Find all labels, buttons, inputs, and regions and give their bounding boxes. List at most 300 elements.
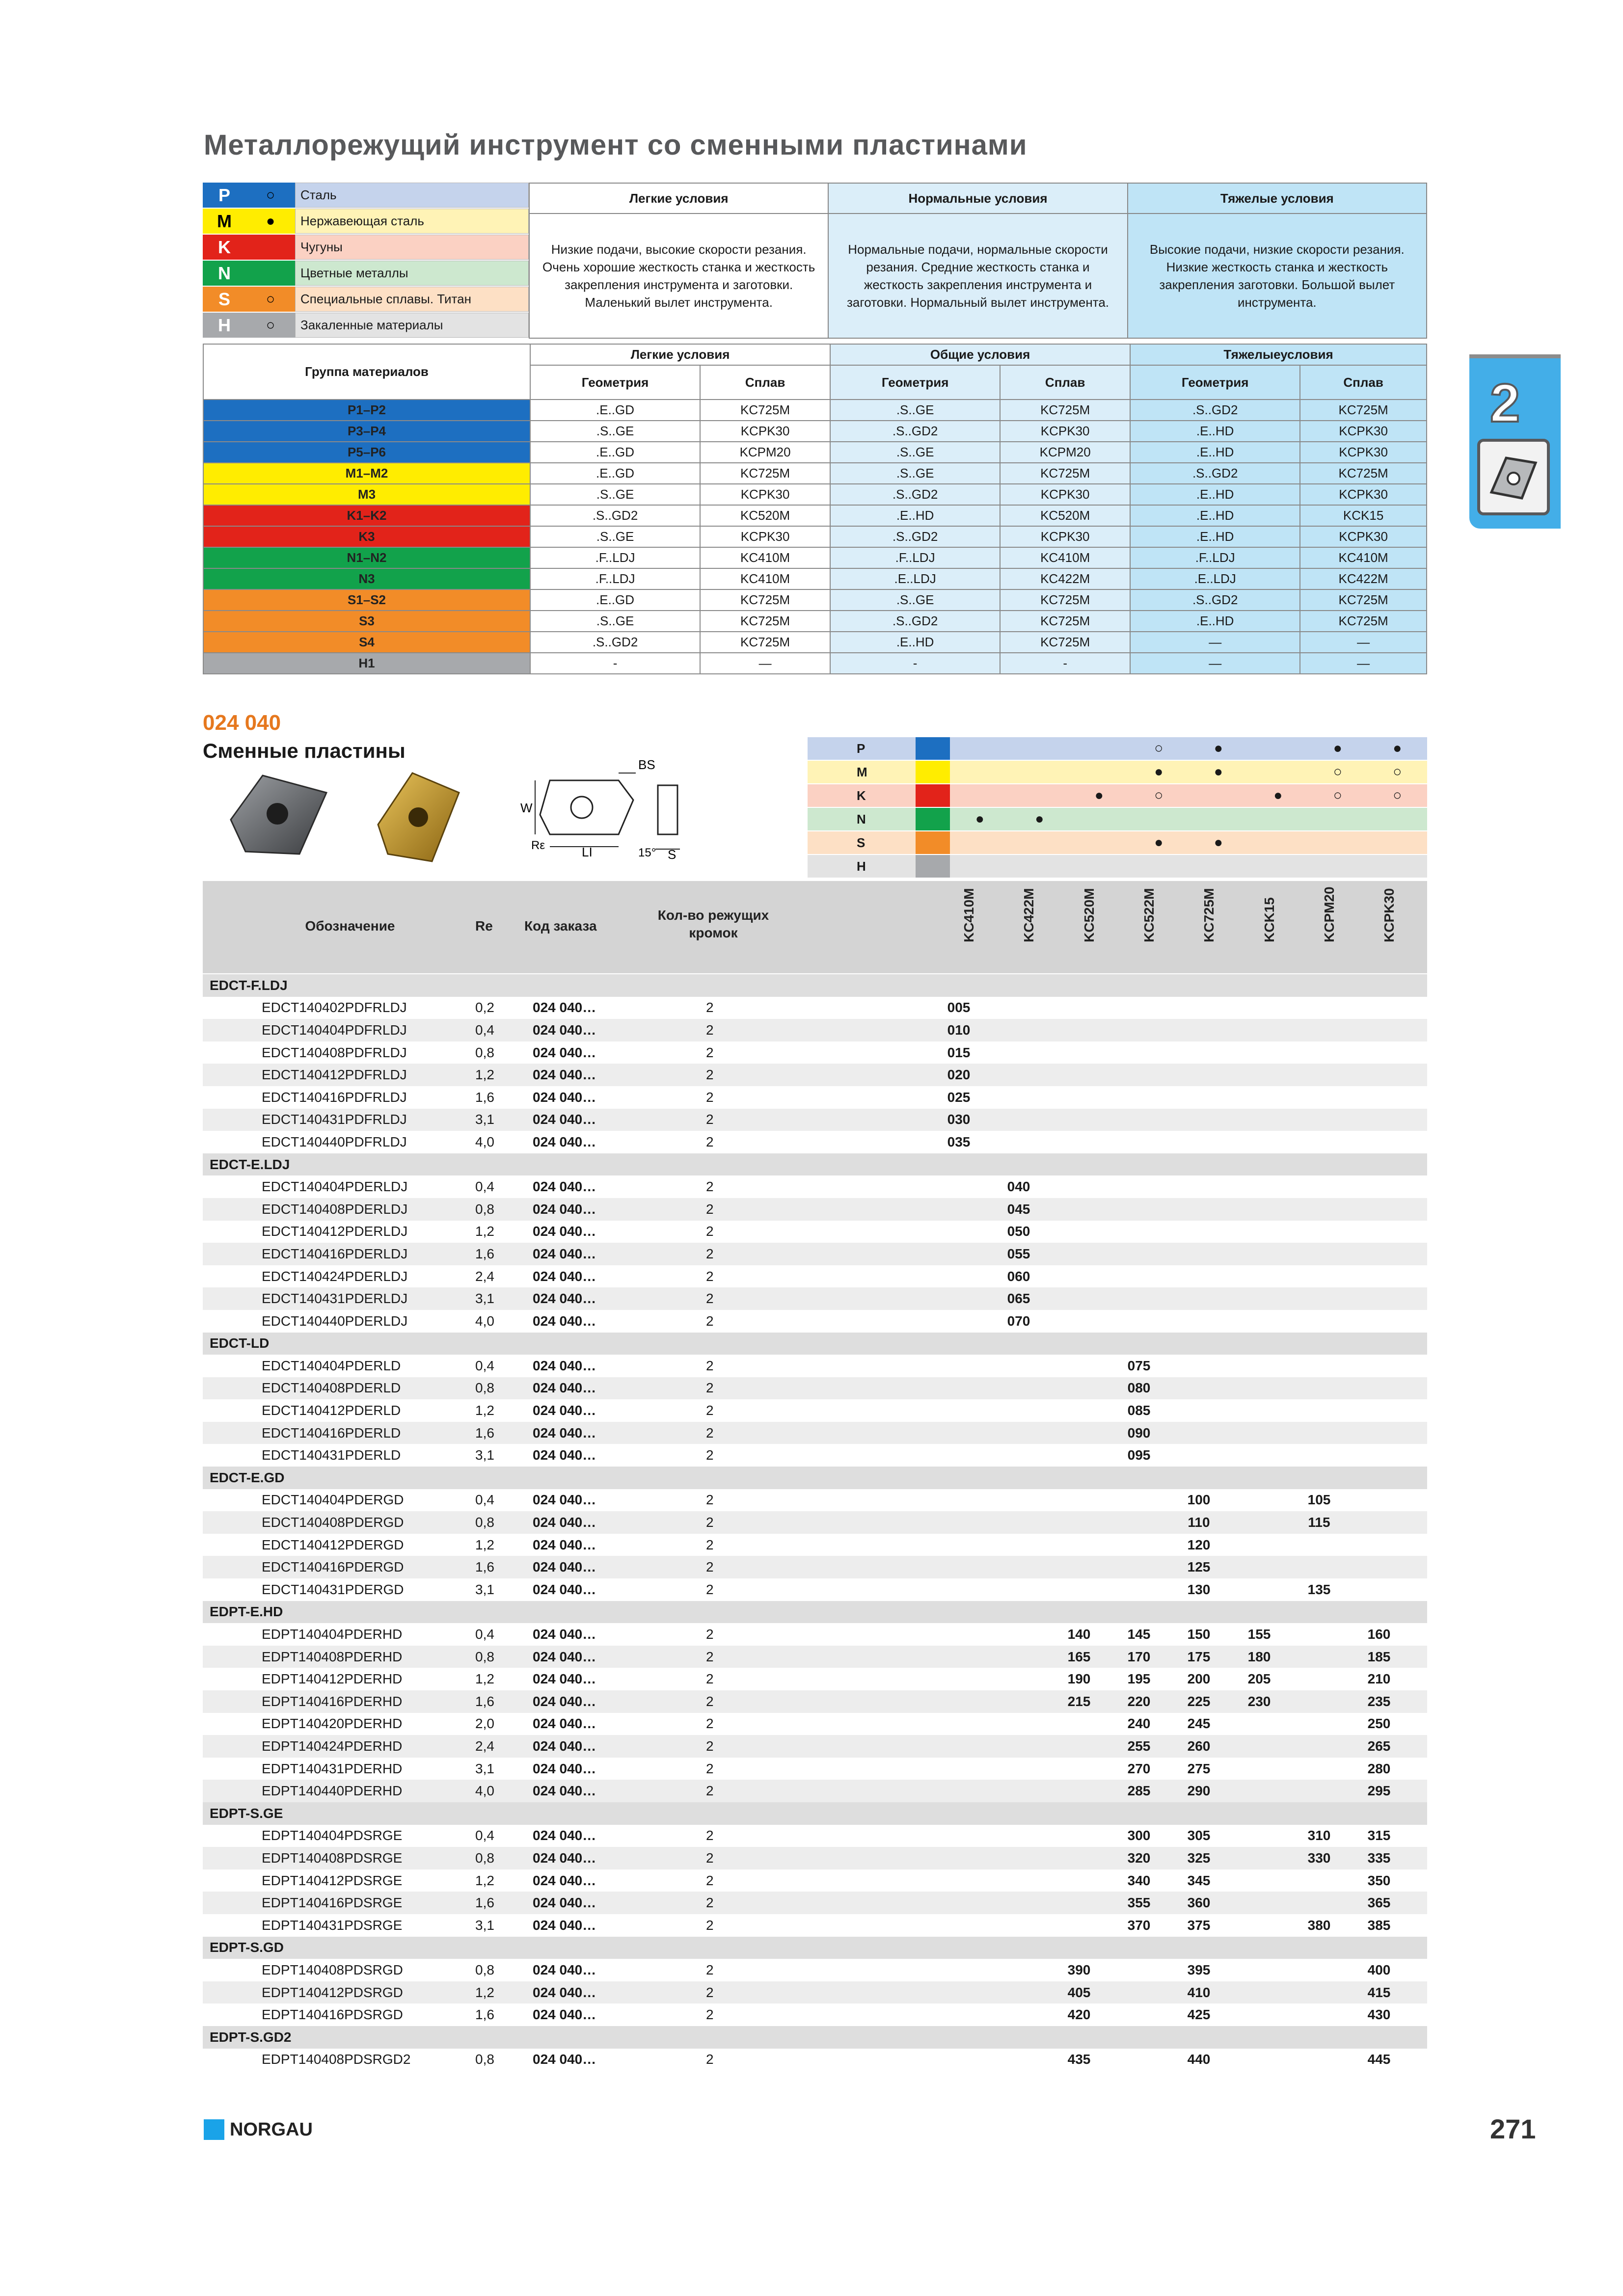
edges-count: 2 bbox=[706, 1358, 714, 1373]
edges-count: 2 bbox=[706, 1313, 714, 1329]
applicability-mark-icon bbox=[1069, 761, 1129, 783]
material-grid-letter: P bbox=[857, 741, 866, 756]
order-suffix: 395 bbox=[1187, 1962, 1211, 1977]
material-group-cell: S4 bbox=[203, 632, 530, 653]
order-code: 024 040… bbox=[533, 1962, 596, 1977]
geometry-cell: .S..GD2 bbox=[830, 484, 1000, 505]
order-code-header: Код заказа bbox=[524, 918, 597, 934]
page-number: 271 bbox=[1490, 2113, 1536, 2144]
recommendation-row bbox=[203, 505, 1427, 526]
product-row[interactable] bbox=[203, 1377, 1427, 1400]
edges-count: 2 bbox=[706, 1581, 714, 1597]
material-grid-letter: N bbox=[857, 811, 866, 827]
alloy-cell: KC725M bbox=[1300, 463, 1427, 484]
applicability-mark-icon: ● bbox=[1154, 764, 1163, 780]
edges-count: 2 bbox=[706, 1268, 714, 1284]
order-suffix: 180 bbox=[1247, 1649, 1271, 1664]
geometry-cell: .E..HD bbox=[830, 632, 1000, 653]
alloy-cell: KC725M bbox=[1000, 632, 1130, 653]
order-suffix: 165 bbox=[1067, 1649, 1091, 1664]
material-applicability-grid bbox=[808, 737, 1427, 879]
product-row[interactable] bbox=[203, 1511, 1427, 1534]
product-row[interactable] bbox=[203, 1690, 1427, 1713]
product-row[interactable] bbox=[203, 1310, 1427, 1333]
geometry-cell: .S..GD2 bbox=[1130, 463, 1300, 484]
order-code: 024 040… bbox=[533, 1738, 596, 1754]
re-value: 1,2 bbox=[475, 1984, 494, 2000]
edges-count: 2 bbox=[706, 1649, 714, 1664]
designation: EDPT140412PDSRGD bbox=[262, 1984, 403, 2000]
grade-header: KC410M bbox=[961, 888, 976, 942]
order-suffix: 080 bbox=[1127, 1380, 1151, 1396]
applicability-mark-icon bbox=[1010, 761, 1070, 783]
order-suffix: 190 bbox=[1067, 1671, 1091, 1687]
designation: EDCT140412PDFRLDJ bbox=[262, 1067, 407, 1083]
applicability-mark-icon: ● bbox=[1214, 834, 1223, 851]
recommendation-table bbox=[203, 344, 1427, 674]
alloy-cell: KC410M bbox=[1000, 547, 1130, 568]
order-code: 024 040… bbox=[533, 1134, 596, 1149]
edges-count: 2 bbox=[706, 1492, 714, 1508]
alloy-cell: KC725M bbox=[1000, 400, 1130, 421]
re-value: 4,0 bbox=[475, 1783, 494, 1799]
grade-header: KC522M bbox=[1141, 888, 1157, 942]
re-value: 0,8 bbox=[475, 1850, 494, 1866]
applicability-mark-icon bbox=[1010, 855, 1070, 878]
edges-count: 2 bbox=[706, 1738, 714, 1754]
order-suffix: 430 bbox=[1367, 2007, 1391, 2023]
order-suffix: 070 bbox=[1007, 1313, 1030, 1329]
material-grid-cells bbox=[950, 784, 1427, 807]
order-code: 024 040… bbox=[533, 1627, 596, 1642]
order-suffix: 125 bbox=[1187, 1559, 1211, 1575]
order-code: 024 040… bbox=[533, 1224, 596, 1239]
edges-count: 2 bbox=[706, 1716, 714, 1732]
order-suffix: 265 bbox=[1367, 1738, 1391, 1754]
geometry-cell: .S..GE bbox=[830, 463, 1000, 484]
insert-dimension-drawing bbox=[520, 758, 692, 861]
alloy-cell: KC725M bbox=[1300, 400, 1427, 421]
order-code: 024 040… bbox=[533, 1358, 596, 1373]
order-suffix: 295 bbox=[1367, 1783, 1391, 1799]
edges-count: 2 bbox=[706, 1044, 714, 1060]
edges-count: 2 bbox=[706, 1917, 714, 1933]
geometry-cell: — bbox=[1130, 653, 1300, 674]
order-suffix: 220 bbox=[1127, 1693, 1151, 1709]
re-value: 0,4 bbox=[475, 1358, 494, 1373]
designation: EDCT140412PDERLD bbox=[262, 1403, 401, 1418]
re-value: 0,8 bbox=[475, 1962, 494, 1977]
order-suffix: 100 bbox=[1187, 1492, 1211, 1508]
geometry-cell: .F..LDJ bbox=[830, 547, 1000, 568]
edges-count: 2 bbox=[706, 1828, 714, 1843]
material-grid-row bbox=[808, 831, 1427, 854]
order-suffix: 385 bbox=[1367, 1917, 1391, 1933]
material-group-cell: M3 bbox=[203, 484, 530, 505]
product-row[interactable] bbox=[203, 1198, 1427, 1221]
designation: EDCT140408PDFRLDJ bbox=[262, 1044, 407, 1060]
product-group-row bbox=[203, 1937, 1427, 1959]
order-suffix: 105 bbox=[1307, 1492, 1331, 1508]
designation: EDPT140420PDERHD bbox=[262, 1716, 403, 1732]
order-suffix: 230 bbox=[1247, 1693, 1271, 1709]
product-row[interactable] bbox=[203, 1556, 1427, 1578]
alloy-cell: KC520M bbox=[1000, 505, 1130, 526]
product-group-row bbox=[203, 1802, 1427, 1825]
material-grid-letter: K bbox=[857, 788, 866, 803]
product-row[interactable] bbox=[203, 1646, 1427, 1668]
re-value: 1,2 bbox=[475, 1872, 494, 1888]
material-grid-letter: M bbox=[857, 764, 867, 779]
geometry-cell: .E..HD bbox=[1130, 611, 1300, 632]
general-header: Общие условия bbox=[830, 344, 1130, 365]
applicability-mark-icon bbox=[950, 831, 1010, 854]
alloy-cell: KC410M bbox=[1300, 547, 1427, 568]
material-grid-letter: H bbox=[857, 858, 866, 874]
order-suffix: 175 bbox=[1187, 1649, 1211, 1664]
alloy-cell: KC410M bbox=[700, 568, 830, 589]
order-suffix: 300 bbox=[1127, 1828, 1151, 1843]
alloy-cell: KC410M bbox=[700, 547, 830, 568]
recommendation-row bbox=[203, 653, 1427, 674]
grade-header: KC725M bbox=[1201, 888, 1217, 942]
heavy-conditions-text: Высокие подачи, низкие скорости резания. Низкие жесткость станка и жесткость закрепления заготовки. Большой вылет инструмента. bbox=[1128, 214, 1427, 338]
order-code: 024 040… bbox=[533, 1872, 596, 1888]
order-suffix: 005 bbox=[947, 1000, 971, 1015]
legend-letter: K bbox=[203, 235, 246, 260]
re-value: 0,8 bbox=[475, 2052, 494, 2067]
order-suffix: 115 bbox=[1308, 1515, 1330, 1530]
designation: EDCT140404PDERGD bbox=[262, 1492, 404, 1508]
order-code: 024 040… bbox=[533, 1492, 596, 1508]
product-row[interactable] bbox=[203, 1668, 1427, 1690]
applicability-mark-icon bbox=[1368, 831, 1428, 854]
order-code: 024 040… bbox=[533, 1671, 596, 1687]
geometry-cell: — bbox=[1130, 632, 1300, 653]
product-row[interactable] bbox=[203, 1019, 1427, 1041]
order-suffix: 270 bbox=[1127, 1761, 1151, 1776]
product-row[interactable] bbox=[203, 1892, 1427, 1914]
designation: EDPT140408PDERHD bbox=[262, 1649, 403, 1664]
legend-row bbox=[203, 287, 529, 312]
geometry-cell: .F..LDJ bbox=[530, 547, 700, 568]
product-row[interactable] bbox=[203, 1221, 1427, 1243]
re-value: 0,8 bbox=[475, 1201, 494, 1217]
product-row[interactable] bbox=[203, 1287, 1427, 1310]
geometry-cell: .F..LDJ bbox=[1130, 547, 1300, 568]
material-grid-cells bbox=[950, 831, 1427, 854]
order-suffix: 360 bbox=[1187, 1895, 1211, 1911]
order-suffix: 425 bbox=[1187, 2007, 1211, 2023]
order-code: 024 040… bbox=[533, 1112, 596, 1127]
material-grid-letter: S bbox=[857, 835, 866, 850]
geometry-header: Геометрия bbox=[1130, 365, 1300, 400]
applicability-mark-icon: ○ bbox=[1393, 764, 1402, 780]
order-suffix: 285 bbox=[1127, 1783, 1151, 1799]
product-row[interactable] bbox=[203, 1399, 1427, 1422]
re-value: 0,8 bbox=[475, 1044, 494, 1060]
alloy-cell: KC725M bbox=[700, 589, 830, 611]
normal-conditions-title: Нормальные условия bbox=[828, 183, 1127, 214]
order-code: 024 040… bbox=[533, 1403, 596, 1418]
edges-count: 2 bbox=[706, 1179, 714, 1195]
edges-count: 2 bbox=[706, 2052, 714, 2067]
applicability-mark-icon bbox=[1248, 761, 1308, 783]
edges-count: 2 bbox=[706, 1403, 714, 1418]
order-code: 024 040… bbox=[533, 1044, 596, 1060]
geometry-cell: .F..LDJ bbox=[530, 568, 700, 589]
order-suffix: 035 bbox=[947, 1134, 971, 1149]
designation: EDPT140416PDERHD bbox=[262, 1693, 403, 1709]
brand-logo-square bbox=[204, 2119, 224, 2140]
designation-header: Обозначение bbox=[305, 918, 395, 934]
applicability-mark-icon bbox=[1069, 855, 1129, 878]
material-grid-swatch bbox=[916, 761, 950, 783]
grade-header: KCPK30 bbox=[1381, 888, 1397, 942]
product-row[interactable] bbox=[203, 2003, 1427, 2026]
alloy-cell: KC725M bbox=[1300, 611, 1427, 632]
re-value: 1,6 bbox=[475, 1895, 494, 1911]
order-code: 024 040… bbox=[533, 1559, 596, 1575]
edges-count: 2 bbox=[706, 1984, 714, 2000]
alloy-cell: KCPK30 bbox=[1300, 421, 1427, 442]
edges-count: 2 bbox=[706, 1291, 714, 1307]
product-row[interactable] bbox=[203, 1578, 1427, 1601]
order-suffix: 040 bbox=[1007, 1179, 1030, 1195]
order-suffix: 305 bbox=[1187, 1828, 1211, 1843]
order-code: 024 040… bbox=[533, 2007, 596, 2023]
conditions-table bbox=[529, 183, 1427, 339]
order-suffix: 095 bbox=[1127, 1447, 1151, 1463]
alloy-cell: KCPM20 bbox=[1000, 442, 1130, 463]
product-row[interactable] bbox=[203, 1175, 1427, 1198]
re-value: 1,2 bbox=[475, 1671, 494, 1687]
applicability-mark-icon bbox=[1129, 855, 1189, 878]
alloy-cell: KCPK30 bbox=[700, 526, 830, 547]
re-value: 1,6 bbox=[475, 1425, 494, 1441]
order-suffix: 435 bbox=[1067, 2052, 1091, 2067]
designation: EDCT140431PDERLD bbox=[262, 1447, 401, 1463]
alloy-cell: — bbox=[1300, 632, 1427, 653]
material-grid-swatch bbox=[916, 831, 950, 854]
alloy-cell: KCK15 bbox=[1300, 505, 1427, 526]
product-row[interactable] bbox=[203, 1444, 1427, 1467]
order-suffix: 250 bbox=[1367, 1716, 1391, 1732]
edges-count: 2 bbox=[706, 1850, 714, 1866]
applicability-mark-icon: ● bbox=[1333, 740, 1342, 756]
order-suffix: 315 bbox=[1367, 1828, 1391, 1843]
order-suffix: 160 bbox=[1367, 1627, 1391, 1642]
re-value: 4,0 bbox=[475, 1134, 494, 1149]
normal-conditions-text: Нормальные подачи, нормальные скорости резания. Средние жесткость станка и жесткость закрепления инструмента и заготовки. Нормальный вылет инструмента. bbox=[828, 214, 1127, 338]
legend-letter: N bbox=[203, 261, 246, 286]
product-row[interactable] bbox=[203, 1041, 1427, 1064]
legend-dot-icon: ● bbox=[246, 209, 295, 234]
product-row[interactable] bbox=[203, 1534, 1427, 1556]
product-group-row bbox=[203, 2026, 1427, 2049]
edges-count: 2 bbox=[706, 1089, 714, 1105]
legend-label: Нержавеющая сталь bbox=[295, 209, 529, 234]
order-code: 024 040… bbox=[533, 1291, 596, 1307]
order-suffix: 335 bbox=[1367, 1850, 1391, 1866]
order-suffix: 025 bbox=[947, 1089, 971, 1105]
product-row[interactable] bbox=[203, 1959, 1427, 1981]
order-code: 024 040… bbox=[533, 1089, 596, 1105]
applicability-mark-icon: ● bbox=[1214, 740, 1223, 756]
edges-count: 2 bbox=[706, 1627, 714, 1642]
geometry-cell: .S..GD2 bbox=[1130, 400, 1300, 421]
recommendation-row bbox=[203, 526, 1427, 547]
designation: EDCT140440PDERLDJ bbox=[262, 1313, 408, 1329]
designation: EDCT140412PDERGD bbox=[262, 1537, 404, 1552]
order-code: 024 040… bbox=[533, 1425, 596, 1441]
alloy-cell: KCPK30 bbox=[1000, 526, 1130, 547]
applicability-mark-icon bbox=[1248, 808, 1308, 830]
alloy-header: Сплав bbox=[1300, 365, 1427, 400]
legend-label: Сталь bbox=[295, 183, 529, 208]
designation: EDCT140431PDERLDJ bbox=[262, 1291, 408, 1307]
re-value: 3,1 bbox=[475, 1112, 494, 1127]
re-value: 1,2 bbox=[475, 1067, 494, 1083]
order-suffix: 060 bbox=[1007, 1268, 1030, 1284]
order-code: 024 040… bbox=[533, 1783, 596, 1799]
recommendation-row bbox=[203, 463, 1427, 484]
order-suffix: 355 bbox=[1127, 1895, 1151, 1911]
product-row[interactable] bbox=[203, 1713, 1427, 1735]
material-grid-swatch bbox=[916, 784, 950, 807]
product-row[interactable] bbox=[203, 1825, 1427, 1847]
light-conditions-title: Легкие условия bbox=[529, 183, 828, 214]
designation: EDPT140408PDSRGD2 bbox=[262, 2052, 411, 2067]
alloy-cell: KCPM20 bbox=[700, 442, 830, 463]
product-row[interactable] bbox=[203, 1623, 1427, 1646]
product-row[interactable] bbox=[203, 1243, 1427, 1265]
alloy-cell: — bbox=[700, 653, 830, 674]
recommendation-row bbox=[203, 568, 1427, 589]
designation: EDPT140404PDERHD bbox=[262, 1627, 403, 1642]
geometry-cell: .S..GE bbox=[830, 589, 1000, 611]
re-value: 2,4 bbox=[475, 1268, 494, 1284]
insert-photo-grey bbox=[216, 766, 344, 864]
re-value: 1,2 bbox=[475, 1403, 494, 1418]
product-row[interactable] bbox=[203, 1131, 1427, 1153]
product-row[interactable] bbox=[203, 1355, 1427, 1377]
designation: EDCT140416PDERGD bbox=[262, 1559, 404, 1575]
applicability-mark-icon bbox=[1308, 808, 1368, 830]
alloy-cell: KC520M bbox=[700, 505, 830, 526]
edges-count: 2 bbox=[706, 1872, 714, 1888]
material-group-cell: N3 bbox=[203, 568, 530, 589]
legend-dot-icon: ○ bbox=[246, 183, 295, 208]
order-suffix: 340 bbox=[1127, 1872, 1151, 1888]
re-value: 4,0 bbox=[475, 1313, 494, 1329]
legend-row bbox=[203, 261, 529, 286]
recommendation-row bbox=[203, 421, 1427, 442]
order-suffix: 170 bbox=[1127, 1649, 1151, 1664]
re-value: 3,1 bbox=[475, 1291, 494, 1307]
designation: EDPT140416PDSRGD bbox=[262, 2007, 403, 2023]
product-row[interactable] bbox=[203, 1086, 1427, 1109]
product-row[interactable] bbox=[203, 1869, 1427, 1892]
product-row[interactable] bbox=[203, 1109, 1427, 1131]
product-row[interactable] bbox=[203, 1780, 1427, 1802]
order-suffix: 410 bbox=[1187, 1984, 1211, 2000]
bs-label: BS bbox=[638, 758, 655, 772]
material-grid-cells bbox=[950, 855, 1427, 878]
product-row[interactable] bbox=[203, 1981, 1427, 2004]
order-code: 024 040… bbox=[533, 1067, 596, 1083]
applicability-mark-icon bbox=[1308, 831, 1368, 854]
alloy-cell: KC725M bbox=[700, 463, 830, 484]
order-suffix: 150 bbox=[1187, 1627, 1211, 1642]
material-grid-cells bbox=[950, 808, 1427, 830]
product-row[interactable] bbox=[203, 1064, 1427, 1086]
order-suffix: 065 bbox=[1007, 1291, 1030, 1307]
order-code: 024 040… bbox=[533, 1537, 596, 1552]
product-row[interactable] bbox=[203, 1914, 1427, 1937]
applicability-mark-icon: ○ bbox=[1393, 787, 1402, 803]
applicability-mark-icon bbox=[950, 784, 1010, 807]
recommendation-row bbox=[203, 547, 1427, 568]
order-suffix: 110 bbox=[1188, 1515, 1210, 1530]
geometry-cell: .E..HD bbox=[1130, 484, 1300, 505]
group-name: EDCT-E.LDJ bbox=[210, 1156, 290, 1172]
re-value: 1,6 bbox=[475, 1089, 494, 1105]
designation: EDCT140416PDERLD bbox=[262, 1425, 401, 1441]
product-row[interactable] bbox=[203, 997, 1427, 1019]
order-code: 024 040… bbox=[533, 1246, 596, 1261]
order-code: 024 040… bbox=[533, 1895, 596, 1911]
order-suffix: 120 bbox=[1187, 1537, 1211, 1552]
geometry-cell: .S..GD2 bbox=[830, 526, 1000, 547]
product-row[interactable] bbox=[203, 1758, 1427, 1780]
applicability-mark-icon: ○ bbox=[1154, 787, 1163, 803]
order-suffix: 400 bbox=[1367, 1962, 1391, 1977]
order-suffix: 415 bbox=[1367, 1984, 1391, 2000]
legend-label: Цветные металлы bbox=[295, 261, 529, 286]
alloy-cell: KC725M bbox=[1300, 589, 1427, 611]
product-row[interactable] bbox=[203, 1422, 1427, 1444]
order-suffix: 225 bbox=[1187, 1693, 1211, 1709]
product-row[interactable] bbox=[203, 1847, 1427, 1869]
geometry-cell: - bbox=[530, 653, 700, 674]
geometry-cell: .E..HD bbox=[830, 505, 1000, 526]
applicability-mark-icon bbox=[1010, 784, 1070, 807]
product-table-body bbox=[203, 974, 1427, 2071]
product-group-row bbox=[203, 1333, 1427, 1355]
product-row[interactable] bbox=[203, 2049, 1427, 2071]
applicability-mark-icon: ○ bbox=[1333, 787, 1342, 803]
re-value: 2,0 bbox=[475, 1716, 494, 1732]
designation: EDCT140402PDFRLDJ bbox=[262, 1000, 407, 1015]
order-suffix: 010 bbox=[947, 1022, 971, 1038]
edges-count: 2 bbox=[706, 1895, 714, 1911]
product-row[interactable] bbox=[203, 1265, 1427, 1288]
order-suffix: 200 bbox=[1187, 1671, 1211, 1687]
material-grid-row bbox=[808, 808, 1427, 830]
product-row[interactable] bbox=[203, 1489, 1427, 1512]
order-code: 024 040… bbox=[533, 1581, 596, 1597]
order-suffix: 085 bbox=[1127, 1403, 1151, 1418]
designation: EDCT140412PDERLDJ bbox=[262, 1224, 408, 1239]
order-suffix: 390 bbox=[1067, 1962, 1091, 1977]
product-row[interactable] bbox=[203, 1735, 1427, 1758]
page-title: Металлорежущий инструмент со сменными пластинами bbox=[204, 129, 1028, 161]
order-suffix: 130 bbox=[1187, 1581, 1211, 1597]
designation: EDCT140416PDERLDJ bbox=[262, 1246, 408, 1261]
order-code: 024 040… bbox=[533, 1313, 596, 1329]
edges-count: 2 bbox=[706, 1067, 714, 1083]
